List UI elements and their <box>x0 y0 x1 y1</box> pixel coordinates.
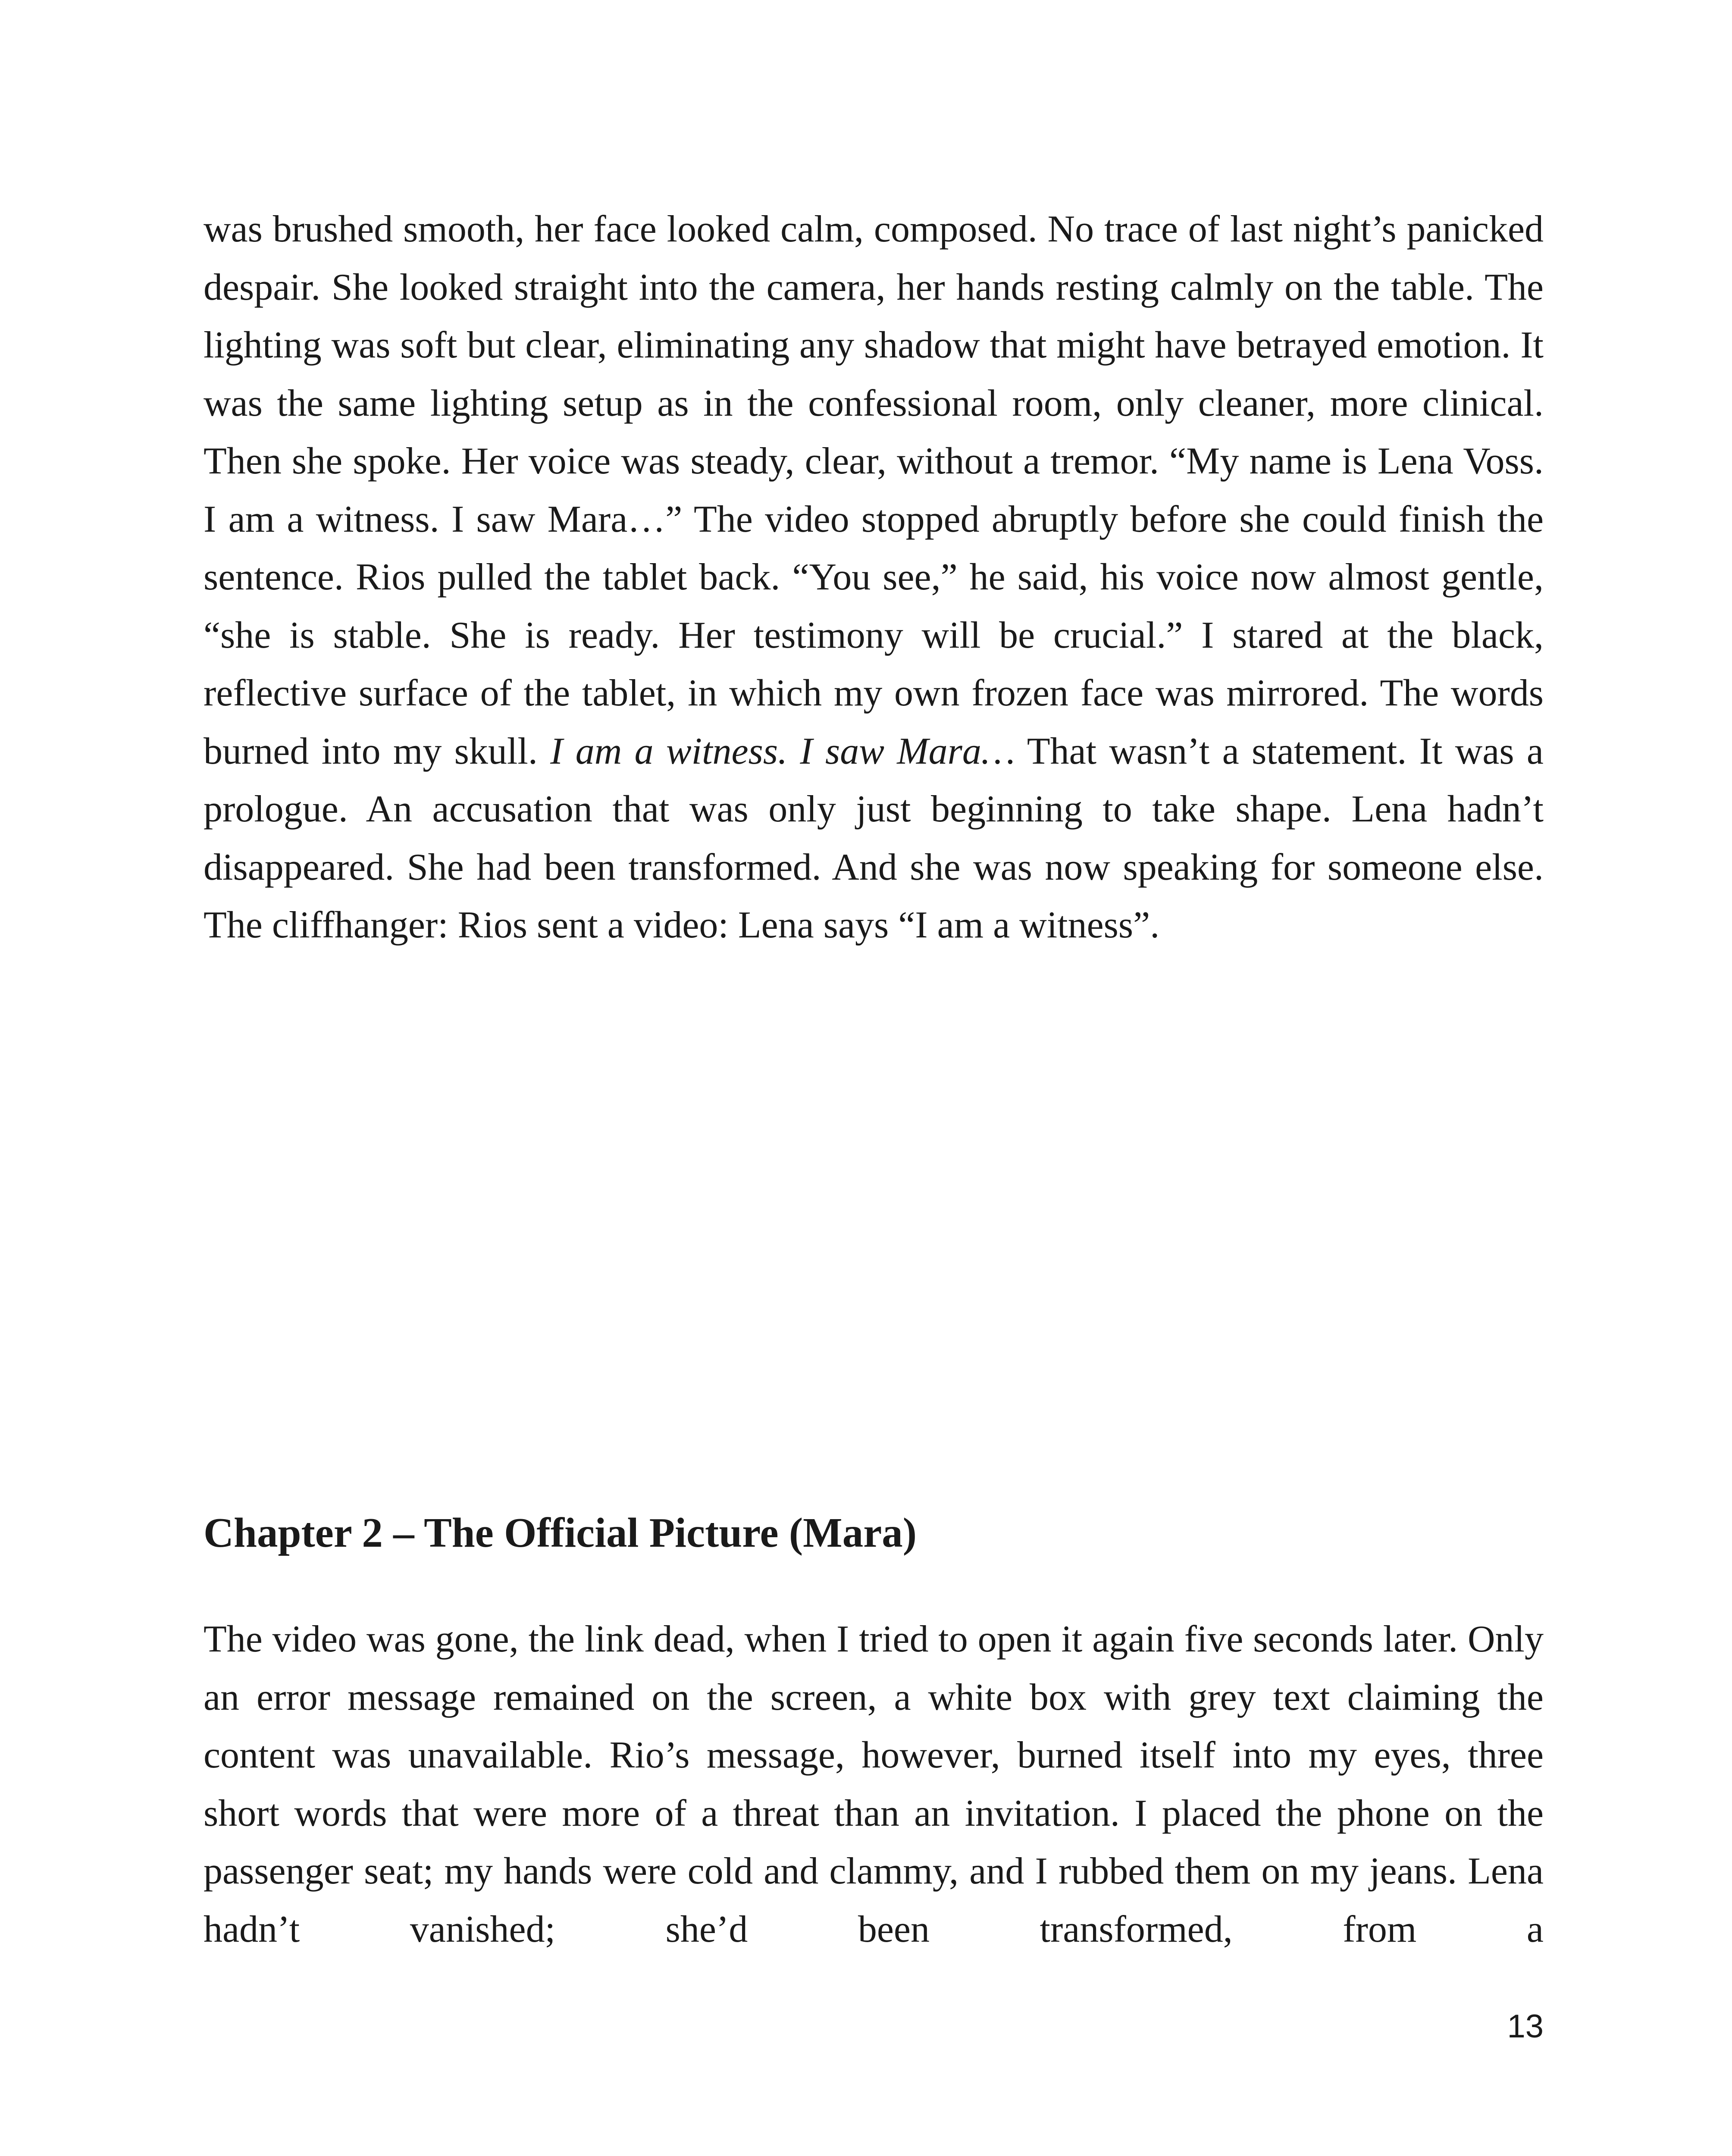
page-number: 13 <box>1507 2008 1544 2045</box>
chapter-heading: Chapter 2 – The Official Picture (Mara) <box>204 1510 917 1556</box>
paragraph-text: That wasn’t a statement. It was a prologue. An accusation that was only just beginning to take shape. Lena hadn’t disappeared. She had been transformed. And she was now speaking for someone else. The cliffhanger: Rios sent a video: Lena says “I am a witness”. <box>204 730 1544 946</box>
body-paragraph <box>204 201 1544 955</box>
paragraph-text: was brushed smooth, her face looked calm, composed. No trace of last night’s panicked despair. She looked straight into the camera, her hands resting calmly on the table. The lighting was soft but clear, eliminating any shadow that might have betrayed emotion. It was the same lighting setup as in the confessional room, only cleaner, more clinical. Then she spoke. Her voice was steady, clear, without a tremor. “My name is Lena Voss. I am a witness. I saw Mara…” The video stopped abruptly before she could finish the sentence. Rios pulled the tablet back. “You see,” he said, his voice now almost gentle, “she is stable. She is ready. Her testimony will be crucial.” I stared at the black, reflective surface of the tablet, in which my own frozen face was mirrored. The words burned into my skull. <box>204 208 1544 772</box>
body-paragraph: The video was gone, the link dead, when I tried to open it again five seconds later. Only an error message remained on the screen, a white box with grey text claiming the content was unavailable. Rio’s message, however, burned itself into my eyes, three short words that were more of a threat than an invitation. I placed the phone on the passenger seat; my hands were cold and clammy, and I rubbed them on my jeans. Lena hadn’t vanished; she’d been transformed, from a <box>204 1618 1544 1950</box>
italic-quote: I am a witness. I saw Mara… <box>550 730 1015 772</box>
